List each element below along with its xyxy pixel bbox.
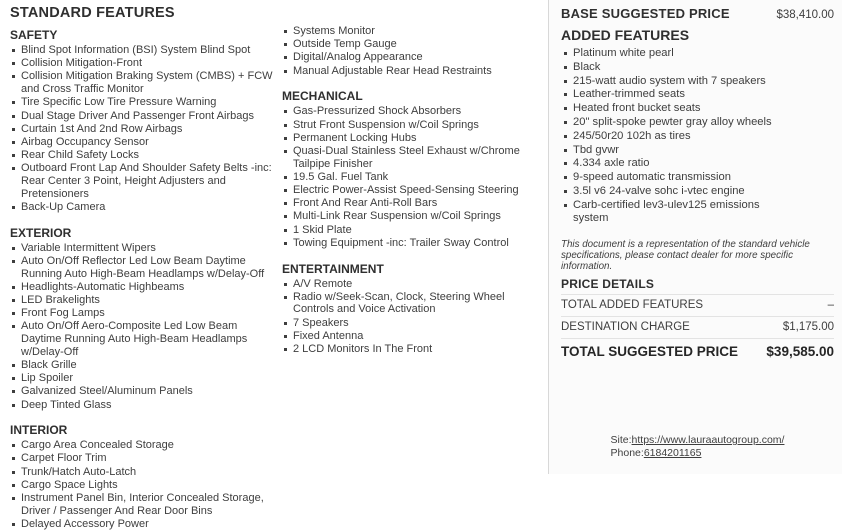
dealer-contact-footer (611, 434, 785, 460)
added-feature-item: Platinum white pearl (561, 47, 795, 60)
base-price-label: BASE SUGGESTED PRICE (561, 6, 730, 21)
page-title: STANDARD FEATURES (10, 5, 175, 21)
feature-item: Deep Tinted Glass (10, 399, 274, 412)
feature-item: Manual Adjustable Rear Head Restraints (282, 65, 542, 78)
feature-item: Gas-Pressurized Shock Absorbers (282, 105, 542, 118)
phone-label: Phone: (610, 447, 644, 459)
price-detail-rows (561, 294, 834, 338)
feature-item: Tire Specific Low Tire Pressure Warning (10, 96, 274, 109)
section-entertainment (282, 262, 542, 356)
section-header-mechanical: MECHANICAL (282, 89, 363, 104)
site-line (611, 434, 785, 447)
added-feature-item: 245/50r20 102h as tires (561, 130, 795, 143)
feature-item: Collision Mitigation Braking System (CMBS) + FCW and Cross Traffic Monitor (10, 70, 274, 95)
added-feature-item: Carb-certified lev3-ulev125 emissions system (561, 199, 795, 226)
feature-item: Cargo Area Concealed Storage (10, 439, 274, 452)
added-features-header: ADDED FEATURES (561, 27, 690, 43)
feature-item: Carpet Floor Trim (10, 452, 274, 465)
section-interior (10, 423, 274, 530)
section-instrumentation-continued (282, 25, 542, 77)
feature-item: Permanent Locking Hubs (282, 132, 542, 145)
mechanical-feature-list (282, 105, 542, 249)
feature-item: Front And Rear Anti-Roll Bars (282, 197, 542, 210)
price-detail-label: TOTAL ADDED FEATURES (561, 298, 704, 311)
feature-item: Towing Equipment -inc: Trailer Sway Control (282, 237, 542, 250)
site-label: Site: (610, 434, 632, 446)
added-feature-item: 9-speed automatic transmission (561, 171, 795, 184)
added-feature-item: 4.334 axle ratio (561, 157, 795, 170)
feature-item: Electric Power-Assist Speed-Sensing Steering (282, 184, 542, 197)
instrumentation-feature-list (282, 25, 542, 77)
feature-item: Galvanized Steel/Aluminum Panels (10, 385, 274, 398)
feature-item: 1 Skid Plate (282, 224, 542, 237)
price-detail-label: DESTINATION CHARGE (561, 320, 690, 333)
feature-item: Instrument Panel Bin, Interior Concealed Storage, Driver / Passenger And Rear Door Bins (10, 492, 274, 517)
added-feature-item: Heated front bucket seats (561, 102, 795, 115)
feature-item: Strut Front Suspension w/Coil Springs (282, 119, 542, 132)
feature-item: Black Grille (10, 359, 274, 372)
price-detail-row (561, 316, 834, 338)
feature-item: Rear Child Safety Locks (10, 149, 274, 162)
total-price-value: $39,585.00 (766, 343, 834, 359)
base-price-value: $38,410.00 (776, 9, 834, 21)
feature-item: Quasi-Dual Stainless Steel Exhaust w/Chrome Tailpipe Finisher (282, 145, 542, 170)
section-header-exterior: EXTERIOR (10, 225, 72, 240)
standard-features-column-1 (0, 0, 280, 530)
feature-item: Headlights-Automatic Highbeams (10, 281, 274, 294)
feature-item: LED Brakelights (10, 294, 274, 307)
entertainment-feature-list (282, 278, 542, 356)
standard-features-column-2 (280, 0, 548, 474)
feature-item: Auto On/Off Aero-Composite Led Low Beam Daytime Running Auto High-Beam Headlamps w/Delay-Off (10, 320, 274, 358)
feature-item: Trunk/Hatch Auto-Latch (10, 466, 274, 479)
price-detail-row (561, 294, 834, 316)
feature-item: Systems Monitor (282, 25, 542, 38)
feature-item: Radio w/Seek-Scan, Clock, Steering Wheel Controls and Voice Activation (282, 291, 542, 316)
feature-item: Delayed Accessory Power (10, 518, 274, 531)
feature-item: Outboard Front Lap And Shoulder Safety Belts -inc: Rear Center 3 Point, Height Adjusters and Pretensioners (10, 162, 274, 200)
interior-feature-list (10, 439, 274, 530)
feature-item: Fixed Antenna (282, 330, 542, 343)
site-link[interactable]: https://www.lauraautogroup.com/ (631, 434, 785, 446)
feature-item: Cargo Space Lights (10, 479, 274, 492)
added-feature-item: Tbd gvwr (561, 144, 795, 157)
section-exterior (10, 226, 274, 412)
feature-item: Variable Intermittent Wipers (10, 242, 274, 255)
feature-item: Auto On/Off Reflector Led Low Beam Daytime Running Auto High-Beam Headlamps w/Delay-Off (10, 255, 274, 280)
spec-disclaimer: This document is a representation of the standard vehicle specifications, please contact dealer for more specific information. (561, 238, 810, 273)
feature-item: Curtain 1st And 2nd Row Airbags (10, 123, 274, 136)
feature-item: Lip Spoiler (10, 372, 274, 385)
price-details-header: PRICE DETAILS (561, 276, 655, 291)
section-mechanical (282, 89, 542, 249)
feature-item: Front Fog Lamps (10, 307, 274, 320)
phone-link[interactable]: 6184201165 (643, 447, 702, 459)
total-price-row (561, 338, 834, 365)
pricing-panel (548, 0, 842, 474)
safety-feature-list (10, 44, 274, 214)
feature-item: 2 LCD Monitors In The Front (282, 343, 542, 356)
feature-item: 19.5 Gal. Fuel Tank (282, 171, 542, 184)
feature-item: Multi-Link Rear Suspension w/Coil Springs (282, 210, 542, 223)
added-feature-item: Black (561, 61, 795, 74)
feature-item: Dual Stage Driver And Passenger Front Airbags (10, 110, 274, 123)
section-safety (10, 28, 274, 214)
added-features-list (561, 47, 795, 226)
price-detail-value: $1,175.00 (782, 320, 834, 333)
section-header-entertainment: ENTERTAINMENT (282, 261, 384, 276)
added-feature-item: Leather-trimmed seats (561, 88, 795, 101)
feature-item: Airbag Occupancy Sensor (10, 136, 274, 149)
feature-item: Blind Spot Information (BSI) System Blind Spot (10, 44, 274, 57)
feature-item: Back-Up Camera (10, 201, 274, 214)
added-feature-item: 3.5l v6 24-valve sohc i-vtec engine (561, 185, 795, 198)
base-price-row (561, 6, 834, 21)
total-price-label: TOTAL SUGGESTED PRICE (561, 343, 739, 359)
feature-item: 7 Speakers (282, 317, 542, 330)
feature-item: Outside Temp Gauge (282, 38, 542, 51)
feature-item: Collision Mitigation-Front (10, 57, 274, 70)
added-feature-item: 215-watt audio system with 7 speakers (561, 75, 795, 88)
feature-item: A/V Remote (282, 278, 542, 291)
section-header-interior: INTERIOR (10, 423, 68, 438)
exterior-feature-list (10, 242, 274, 412)
price-detail-value: – (827, 298, 834, 311)
feature-item: Digital/Analog Appearance (282, 51, 542, 64)
phone-line (611, 447, 785, 460)
section-header-safety: SAFETY (10, 28, 58, 42)
added-feature-item: 20" split-spoke pewter gray alloy wheels (561, 116, 795, 129)
